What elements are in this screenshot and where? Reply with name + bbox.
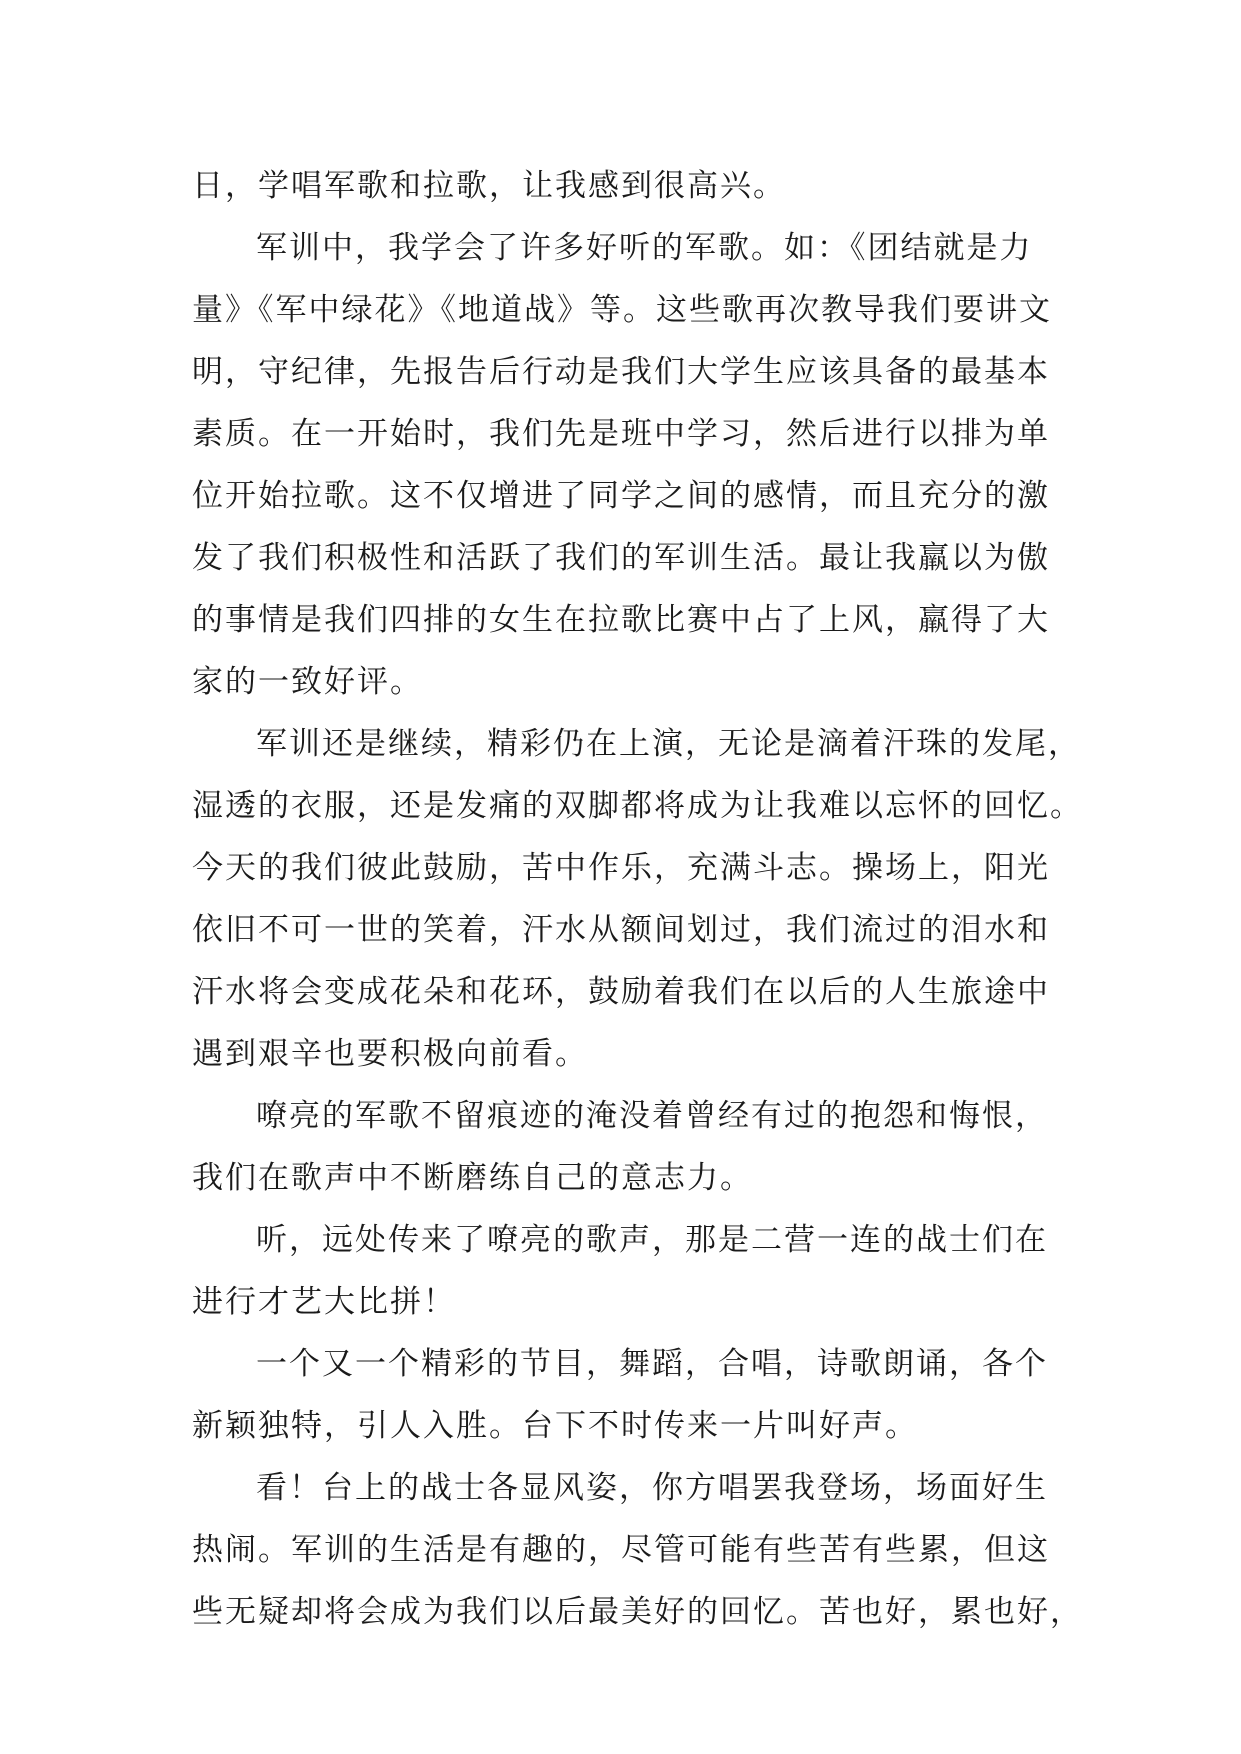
text-line: 遇到艰辛也要积极向前看。 bbox=[192, 1036, 588, 1072]
text-line: 些无疑却将会成为我们以后最美好的回忆。苦也好，累也好， bbox=[192, 1594, 1083, 1630]
text-line: 热闹。军训的生活是有趣的，尽管可能有些苦有些累，但这 bbox=[192, 1532, 1050, 1568]
text-line: 汗水将会变成花朵和花环，鼓励着我们在以后的人生旅途中 bbox=[192, 974, 1050, 1010]
text-line: 家的一致好评。 bbox=[192, 664, 423, 700]
paragraph-first-line: 军训中，我学会了许多好听的军歌。如：《团结就是力 bbox=[256, 230, 1033, 266]
document-body bbox=[192, 155, 1083, 1643]
text-line: 进行才艺大比拼！ bbox=[192, 1284, 456, 1320]
text-line: 湿透的衣服，还是发痛的双脚都将成为让我难以忘怀的回忆。 bbox=[192, 788, 1083, 824]
text-line: 的事情是我们四排的女生在拉歌比赛中占了上风，羸得了大 bbox=[192, 602, 1050, 638]
text-line: 位开始拉歌。这不仅增进了同学之间的感情，而且充分的激 bbox=[192, 478, 1050, 514]
paragraph-first-line: 军训还是继续，精彩仍在上演，无论是滴着汗珠的发尾， bbox=[256, 726, 1081, 762]
text-line: 素质。在一开始时，我们先是班中学习，然后进行以排为单 bbox=[192, 416, 1050, 452]
paragraph-first-line: 听，远处传来了嘹亮的歌声，那是二营一连的战士们在 bbox=[256, 1222, 1048, 1258]
text-line: 我们在歌声中不断磨练自己的意志力。 bbox=[192, 1160, 753, 1196]
paragraph-first-line: 一个又一个精彩的节目，舞蹈，合唱，诗歌朗诵，各个 bbox=[256, 1346, 1048, 1382]
text-line: 量》《军中绿花》《地道战》等。这些歌再次教导我们要讲文 bbox=[192, 292, 1052, 328]
text-line: 明，守纪律，先报告后行动是我们大学生应该具备的最基本 bbox=[192, 354, 1050, 390]
text-line: 依旧不可一世的笑着，汗水从额间划过，我们流过的泪水和 bbox=[192, 912, 1050, 948]
text-line: 今天的我们彼此鼓励，苦中作乐，充满斗志。操场上，阳光 bbox=[192, 850, 1050, 886]
paragraph-first-line: 看！台上的战士各显风姿，你方唱罢我登场，场面好生 bbox=[256, 1470, 1048, 1506]
text-line: 日，学唱军歌和拉歌，让我感到很高兴。 bbox=[192, 168, 786, 204]
text-line: 发了我们积极性和活跃了我们的军训生活。最让我羸以为傲 bbox=[192, 540, 1050, 576]
text-line: 新颖独特，引人入胜。台下不时传来一片叫好声。 bbox=[192, 1408, 918, 1444]
paragraph-first-line: 嘹亮的军歌不留痕迹的淹没着曾经有过的抱怨和悔恨， bbox=[256, 1098, 1048, 1134]
